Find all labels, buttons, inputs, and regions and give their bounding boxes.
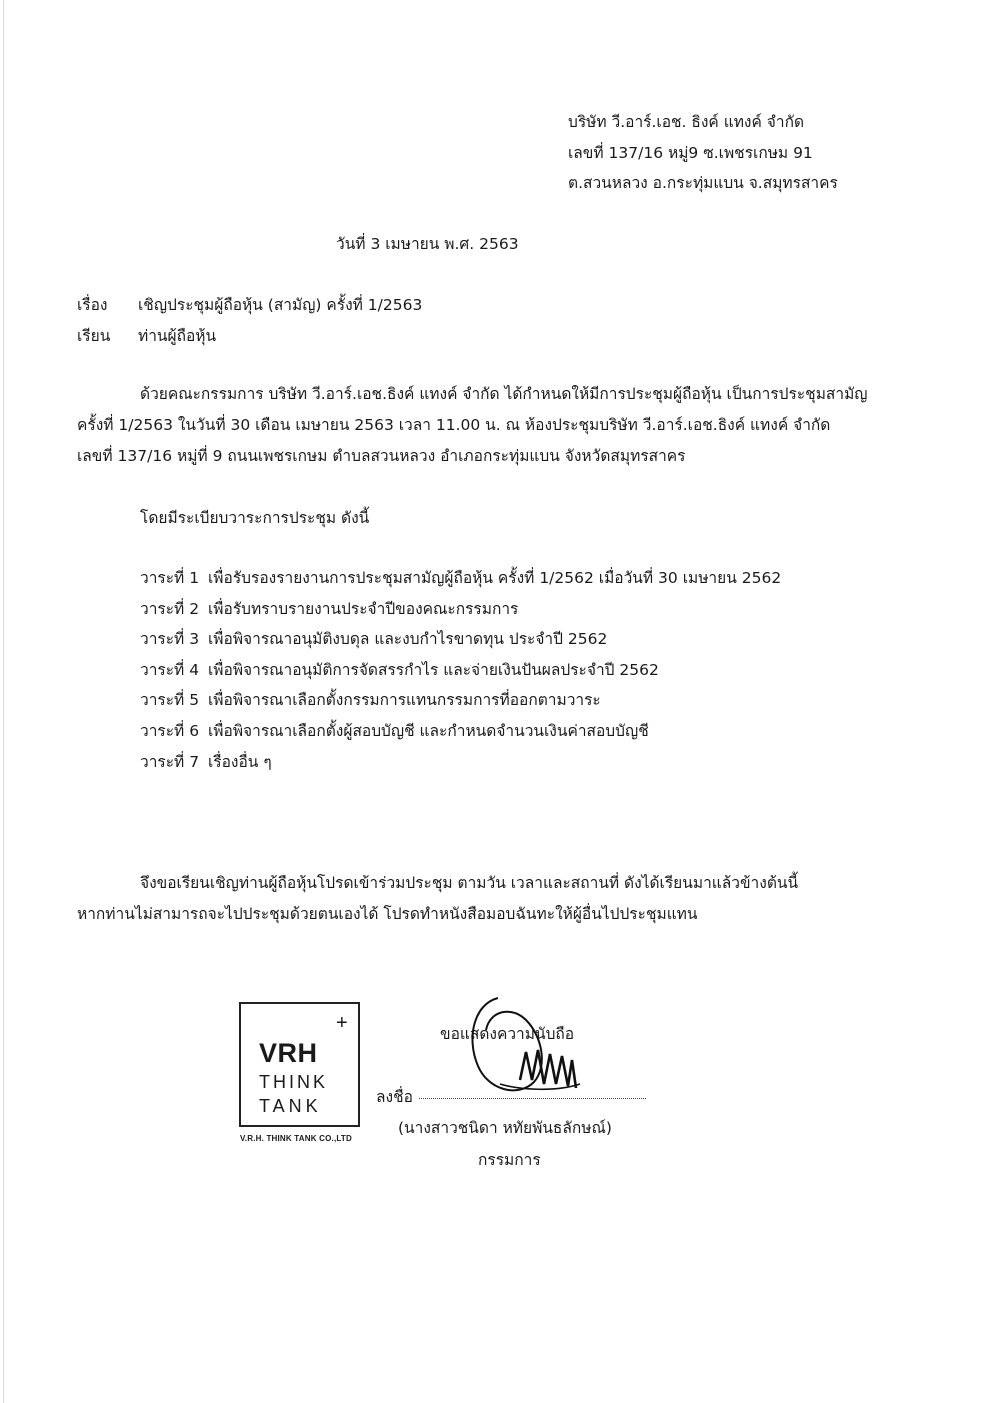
body-line-1: ด้วยคณะกรรมการ บริษัท วี.อาร์.เอช.ธิงค์ แทงค์ จำกัด ได้กำหนดให้มีการประชุมผู้ถือหุ้น เป็นการประชุมสามัญ	[140, 385, 868, 403]
agenda-intro: โดยมีระเบียบวาระการประชุม ดังนี้	[140, 509, 370, 527]
recipient-label: เรียน	[77, 327, 111, 345]
closing-line-2: หากท่านไม่สามารถจะไปประชุมด้วยตนเองได้ โปรดทำหนังสือมอบฉันทะให้ผู้อื่นไปประชุมแทน	[77, 905, 698, 923]
agenda-number: วาระที่ 1	[140, 569, 200, 587]
agenda-number: วาระที่ 7	[140, 753, 200, 771]
sender-company: บริษัท วี.อาร์.เอช. ธิงค์ แทงค์ จำกัด	[568, 113, 805, 131]
logo-tank: TANK	[259, 1096, 322, 1116]
agenda-text: เพื่อรับทราบรายงานประจำปีของคณะกรรมการ	[208, 600, 519, 618]
scan-edge-line	[3, 0, 4, 1403]
logo-vrh: VRH	[259, 1038, 318, 1068]
body-line-3: เลขที่ 137/16 หมู่ที่ 9 ถนนเพชรเกษม ตำบลสวนหลวง อำเภอกระทุ่มแบน จังหวัดสมุทรสาคร	[77, 447, 686, 465]
handwritten-signature	[460, 980, 610, 1110]
signer-position: กรรมการ	[478, 1151, 541, 1169]
letter-date: วันที่ 3 เมษายน พ.ศ. 2563	[336, 235, 519, 253]
agenda-number: วาระที่ 5	[140, 691, 200, 709]
signer-name: (นางสาวชนิดา หทัยพันธลักษณ์)	[398, 1119, 612, 1137]
agenda-number: วาระที่ 4	[140, 661, 200, 679]
agenda-number: วาระที่ 3	[140, 630, 200, 648]
subject-label: เรื่อง	[77, 296, 108, 314]
subject-value: เชิญประชุมผู้ถือหุ้น (สามัญ) ครั้งที่ 1/2563	[138, 296, 423, 314]
sender-address-line2: ต.สวนหลวง อ.กระทุ่มแบน จ.สมุทรสาคร	[568, 174, 838, 192]
agenda-text: เพื่อพิจารณาเลือกตั้งผู้สอบบัญชี และกำหนดจำนวนเงินค่าสอบบัญชี	[208, 722, 649, 740]
agenda-text: เพื่อพิจารณาอนุมัติการจัดสรรกำไร และจ่ายเงินปันผลประจำปี 2562	[208, 661, 659, 679]
agenda-text: เรื่องอื่น ๆ	[208, 753, 272, 771]
agenda-number: วาระที่ 2	[140, 600, 200, 618]
sign-label: ลงชื่อ	[376, 1088, 413, 1106]
logo-caption: V.R.H. THINK TANK CO.,LTD	[240, 1134, 352, 1143]
agenda-text: เพื่อรับรองรายงานการประชุมสามัญผู้ถือหุ้น ครั้งที่ 1/2562 เมื่อวันที่ 30 เมษายน 2562	[208, 569, 782, 587]
body-line-2: ครั้งที่ 1/2563 ในวันที่ 30 เดือน เมษายน 2563 เวลา 11.00 น. ณ ห้องประชุมบริษัท วี.อาร์.เอช.ธิงค์ แทงค์ จำกัด	[77, 416, 831, 434]
agenda-text: เพื่อพิจารณาเลือกตั้งกรรมการแทนกรรมการที่ออกตามวาระ	[208, 691, 601, 709]
agenda-text: เพื่อพิจารณาอนุมัติงบดุล และงบกำไรขาดทุน ประจำปี 2562	[208, 630, 608, 648]
logo-think: THINK	[259, 1072, 328, 1092]
closing-line-1: จึงขอเรียนเชิญท่านผู้ถือหุ้นโปรดเข้าร่วมประชุม ตามวัน เวลาและสถานที่ ดังได้เรียนมาแล้วข้างต้นนี้	[140, 874, 799, 892]
recipient-value: ท่านผู้ถือหุ้น	[138, 327, 217, 345]
company-logo-stamp	[239, 1002, 360, 1127]
agenda-number: วาระที่ 6	[140, 722, 200, 740]
regards-text: ขอแสดงความนับถือ	[440, 1025, 575, 1043]
logo-plus: +	[336, 1012, 348, 1034]
sender-address-line1: เลขที่ 137/16 หมู่9 ซ.เพชรเกษม 91	[568, 144, 813, 162]
